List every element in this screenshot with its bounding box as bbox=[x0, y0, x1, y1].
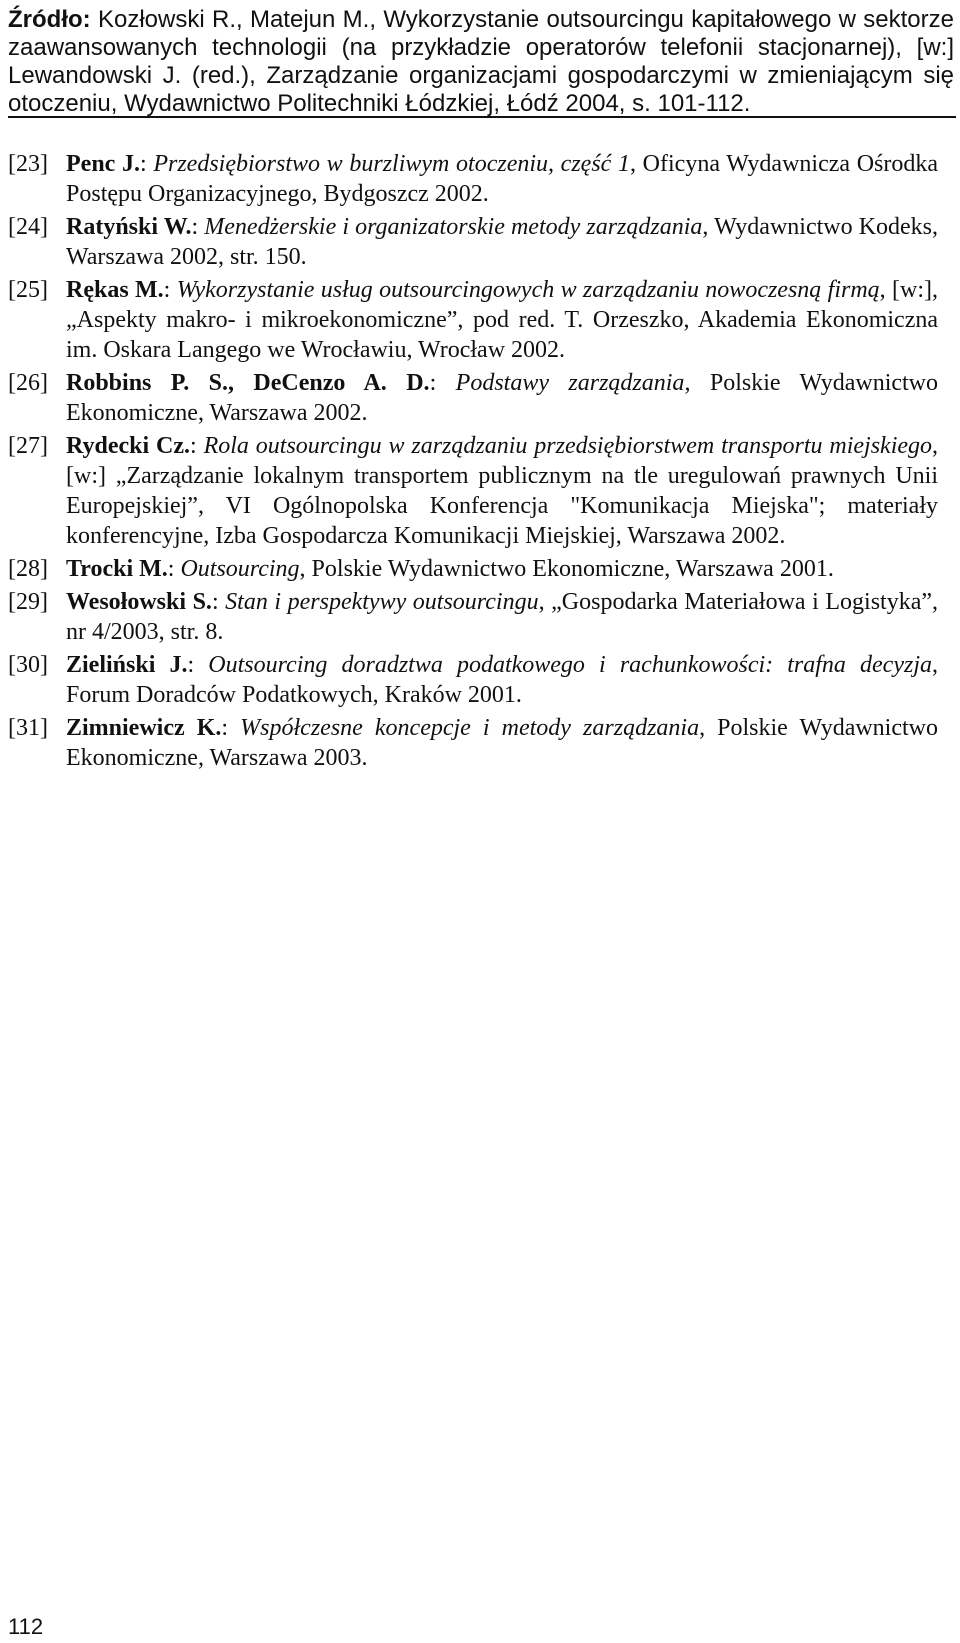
reference-details: , Polskie Wydawnictwo Ekonomiczne, Warszawa 2001. bbox=[299, 556, 834, 582]
reference-title: Outsourcing doradztwa podatkowego i rachunkowości: trafna decyzja bbox=[208, 652, 932, 678]
source-label: Źródło: bbox=[8, 6, 91, 33]
bibliography-list bbox=[8, 149, 938, 776]
reference-number: [31] bbox=[8, 715, 48, 741]
reference-colon: : bbox=[429, 370, 456, 396]
reference-30 bbox=[8, 650, 938, 710]
reference-details: , Forum Doradców Podatkowych, Kraków 2001. bbox=[66, 652, 938, 708]
reference-31 bbox=[8, 713, 938, 773]
reference-title: Outsourcing bbox=[180, 556, 300, 582]
reference-details: , Polskie Wydawnictwo Ekonomiczne, Warszawa 2003. bbox=[66, 715, 939, 771]
reference-title: Przedsiębiorstwo w burzliwym otoczeniu, część 1 bbox=[153, 151, 630, 177]
reference-details: , Oficyna Wydawnicza Ośrodka Postępu Organizacyjnego, Bydgoszcz 2002. bbox=[66, 151, 939, 207]
reference-colon: : bbox=[221, 715, 241, 741]
reference-author: Rękas M. bbox=[66, 277, 164, 303]
reference-number: [23] bbox=[8, 151, 48, 177]
reference-number: [25] bbox=[8, 277, 48, 303]
reference-author: Wesołowski S. bbox=[66, 589, 212, 615]
reference-title: Podstawy zarządzania bbox=[455, 370, 685, 396]
reference-29 bbox=[8, 587, 938, 647]
reference-24 bbox=[8, 212, 938, 272]
reference-details: , [w:], „Aspekty makro- i mikroekonomiczne”, pod red. T. Orzeszko, Akademia Ekonomiczna im. Oskara Langego we Wrocławiu, Wrocław 2002. bbox=[66, 277, 939, 363]
reference-author: Zieliński J. bbox=[66, 652, 188, 678]
reference-author: Robbins P. S., DeCenzo A. D. bbox=[66, 370, 430, 396]
reference-details: , Polskie Wydawnictwo Ekonomiczne, Warszawa 2002. bbox=[66, 370, 939, 426]
page-number: 112 bbox=[8, 1614, 44, 1639]
source-note bbox=[8, 6, 954, 118]
reference-title: Stan i perspektywy outsourcingu bbox=[225, 589, 539, 615]
reference-number: [28] bbox=[8, 556, 48, 582]
reference-27 bbox=[8, 431, 938, 551]
reference-26 bbox=[8, 368, 938, 428]
reference-title: Współczesne koncepcje i metody zarządzania bbox=[240, 715, 700, 741]
reference-colon: : bbox=[139, 151, 154, 177]
reference-number: [27] bbox=[8, 433, 48, 459]
reference-colon: : bbox=[163, 277, 177, 303]
separator-line bbox=[8, 116, 956, 118]
reference-title: Wykorzystanie usług outsourcingowych w zarządzaniu nowoczesną firmą bbox=[176, 277, 880, 303]
reference-author: Trocki M. bbox=[66, 556, 168, 582]
reference-title: Rola outsourcingu w zarządzaniu przedsiębiorstwem transportu miejskiego bbox=[203, 433, 933, 459]
reference-details: , „Gospodarka Materiałowa i Logistyka”, nr 4/2003, str. 8. bbox=[66, 589, 939, 645]
reference-colon: : bbox=[167, 556, 181, 582]
reference-number: [29] bbox=[8, 589, 48, 615]
reference-author: Zimniewicz K. bbox=[66, 715, 222, 741]
reference-23 bbox=[8, 149, 938, 209]
reference-28 bbox=[8, 554, 938, 584]
reference-details: , [w:] „Zarządzanie lokalnym transportem publicznym na tle uregulowań prawnych Unii Europejskiej”, VI Ogólnopolska Konferencja "Komunikacja Miejska"; materiały konferencyjne, Izba Gospodarcza Komunikacji Miejskiej, Warszawa 2002. bbox=[66, 433, 939, 549]
reference-number: [26] bbox=[8, 370, 48, 396]
source-text: Kozłowski R., Matejun M., Wykorzystanie outsourcingu kapitałowego w sektorze zaawansowanych technologii (na przykładzie operatorów telefonii stacjonarnej), [w:] Lewandowski J. (red.), Zarządzanie organizacjami gospodarczymi w zmieniającym się otoczeniu, Wydawnictwo Politechniki Łódzkiej, Łódź 2004, s. 101-112. bbox=[8, 6, 954, 117]
reference-details: , Wydawnictwo Kodeks, Warszawa 2002, str. 150. bbox=[66, 214, 939, 270]
reference-author: Penc J. bbox=[66, 151, 140, 177]
reference-author: Ratyński W. bbox=[66, 214, 192, 240]
reference-author: Rydecki Cz. bbox=[66, 433, 191, 459]
reference-title: Menedżerskie i organizatorskie metody zarządzania bbox=[204, 214, 703, 240]
reference-colon: : bbox=[191, 214, 205, 240]
reference-colon: : bbox=[211, 589, 226, 615]
reference-colon: : bbox=[190, 433, 204, 459]
reference-number: [24] bbox=[8, 214, 48, 240]
reference-25 bbox=[8, 275, 938, 365]
reference-number: [30] bbox=[8, 652, 48, 678]
reference-colon: : bbox=[187, 652, 209, 678]
